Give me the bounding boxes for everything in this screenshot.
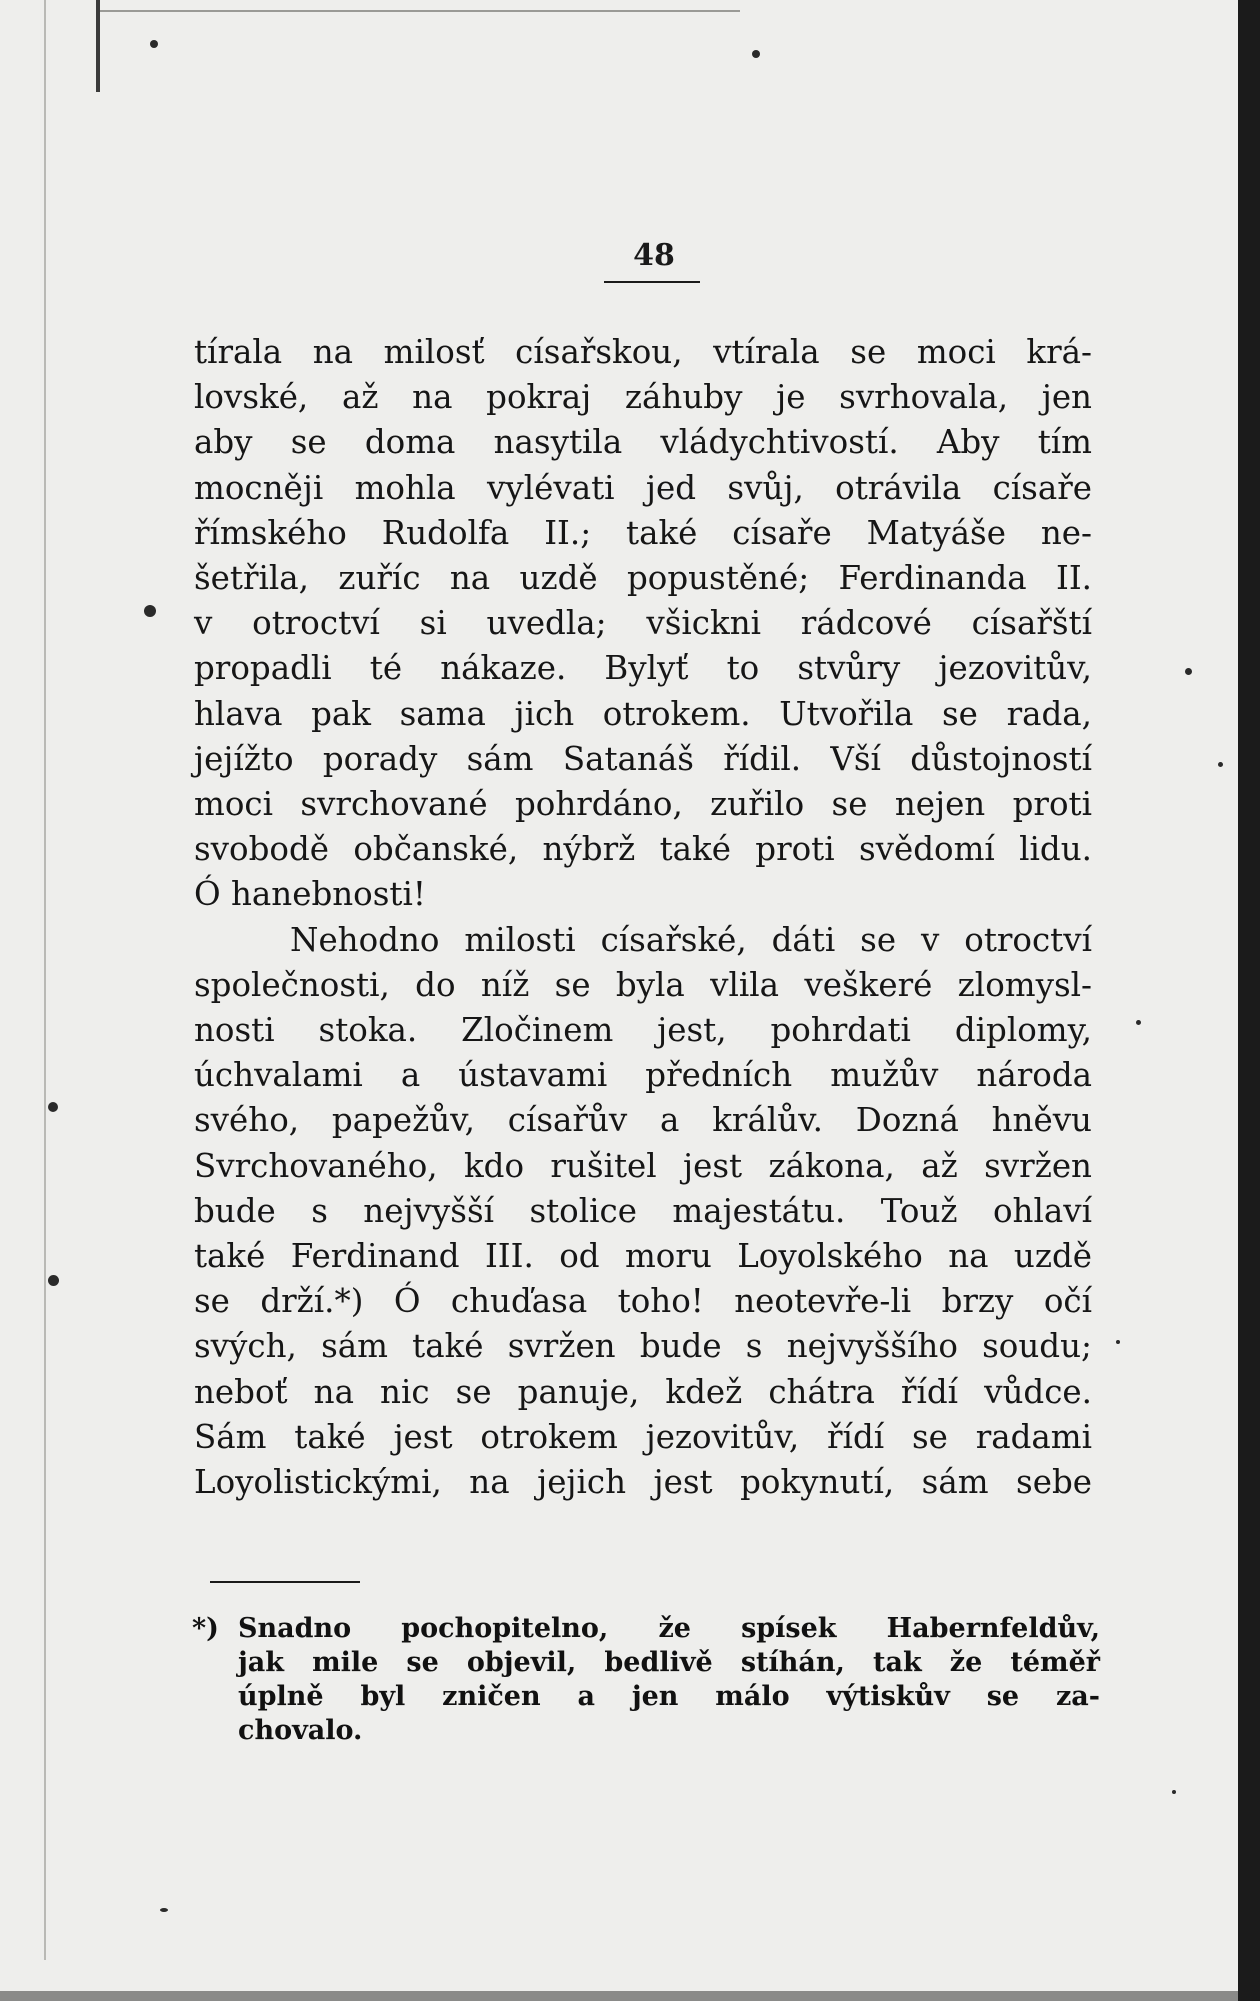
page-number-underline [604,281,700,283]
text-line: Sám také jest otrokem jezovitův, řídí se radami [194,1417,1092,1456]
text-line: propadli té nákaze. Bylyť to stvůry jezovitův, [194,649,1092,688]
text-line: svého, papežův, císařův a králův. Dozná hněvu [194,1101,1092,1140]
page-number: 48 [633,238,675,273]
scan-speck [150,40,158,48]
scan-speck [1185,668,1192,675]
footnote-line: Snadno pochopitelno, že spísek Habernfeldův, [238,1613,1100,1644]
scan-speck [1116,1340,1120,1344]
top-edge-rule [100,10,740,12]
corner-mark [96,0,100,92]
scanner-border [1238,0,1260,2001]
text-line: moci svrchované pohrdáno, zuřilo se nejen proti [194,785,1092,824]
scan-speck [48,1275,59,1286]
footnote-line: chovalo. [238,1715,363,1746]
text-line: neboť na nic se panuje, kdež chátra řídí vůdce. [194,1372,1092,1411]
footnote-separator [210,1581,360,1583]
text-line: úchvalami a ústavami předních mužův národa [194,1056,1092,1095]
text-line: lovské, až na pokraj záhuby je svrhovala, jen [194,378,1092,417]
text-line: bude s nejvyšší stolice majestátu. Touž ohlaví [194,1191,1092,1230]
text-line: mocněji mohla vylévati jed svůj, otrávila císaře [194,468,1092,507]
text-line: společnosti, do níž se byla vlila veškeré zlomysl- [194,965,1092,1004]
text-line: šetřila, zuříc na uzdě popustěné; Ferdinanda II. [194,559,1092,598]
text-line: Ó hanebnosti! [194,875,426,914]
scan-speck [1218,762,1223,767]
scan-speck [144,605,156,617]
scan-speck [48,1102,58,1112]
text-line: aby se doma nasytila vládychtivostí. Aby tím [194,423,1092,462]
text-line: Loyolistickými, na jejich jest pokynutí, sám sebe [194,1463,1092,1502]
text-line: se drží.*) Ó chuďasa toho! neotevře-li brzy očí [194,1282,1092,1321]
text-line: hlava pak sama jich otrokem. Utvořila se rada, [194,694,1092,733]
text-line: nosti stoka. Zločinem jest, pohrdati diplomy, [194,1011,1092,1050]
scan-speck [752,50,760,58]
text-line: svobodě občanské, nýbrž také proti svědomí lidu. [194,830,1092,869]
body-text [194,330,1092,1505]
footnote [192,1612,1100,1748]
scan-speck [1136,1020,1141,1025]
binding-edge-line [44,0,46,1960]
page-bottom-edge [0,1991,1238,2001]
text-line: Svrchovaného, kdo rušitel jest zákona, až svržen [194,1146,1092,1185]
text-line: tírala na milosť císařskou, vtírala se moci krá- [194,333,1092,371]
text-line: svých, sám také svržen bude s nejvyššího soudu; [194,1327,1092,1366]
text-line: také Ferdinand III. od moru Loyolského na uzdě [194,1237,1092,1276]
text-line: římského Rudolfa II.; také císaře Matyáše ne- [194,513,1092,552]
scan-speck [160,1908,168,1912]
text-line: v otroctví si uvedla; všickni rádcové císařští [194,604,1092,643]
footnote-mark: *) [192,1613,219,1644]
text-line: Nehodno milosti císařské, dáti se v otroctví [290,920,1092,959]
scan-speck [1172,1790,1176,1794]
footnote-line: jak mile se objevil, bedlivě stíhán, tak že téměř [238,1647,1100,1678]
text-line: jejížto porady sám Satanáš řídil. Vší důstojností [194,739,1092,778]
footnote-line: úplně byl zničen a jen málo výtiskův se za- [238,1681,1100,1712]
